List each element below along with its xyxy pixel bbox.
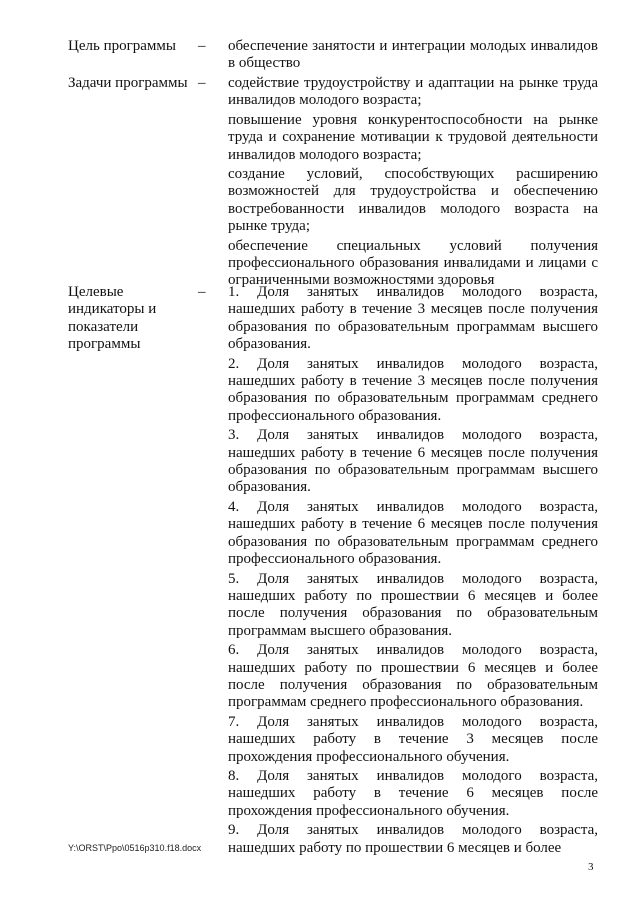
row-content bbox=[228, 75, 598, 292]
indicator-item: 6. Доля занятых инвалидов молодого возраста, нашедших работу по прошествии 6 месяцев и более после получения образования по образовательным программам среднего профессионального образования. bbox=[228, 642, 598, 711]
indicator-item: 3. Доля занятых инвалидов молодого возраста, нашедших работу в течение 6 месяцев после получения образования по образовательным программам высшего образования. bbox=[228, 427, 598, 496]
indicator-item: 2. Доля занятых инвалидов молодого возраста, нашедших работу в течение 3 месяцев после получения образования по образовательным программам среднего профессионального образования. bbox=[228, 355, 598, 424]
indicator-item: 7. Доля занятых инвалидов молодого возраста, нашедших работу в течение 3 месяцев после прохождения профессионального обучения. bbox=[228, 713, 598, 765]
row-label: Задачи программы bbox=[68, 75, 188, 91]
row-dash: – bbox=[198, 284, 206, 300]
indicator-item: 9. Доля занятых инвалидов молодого возраста, нашедших работу по прошествии 6 месяцев и более bbox=[228, 822, 598, 856]
row-content bbox=[228, 38, 598, 75]
row-dash: – bbox=[198, 38, 206, 54]
paragraph: повышение уровня конкурентоспособности на рынке труда и сохранение мотивации к трудовой деятельности инвалидов молодого возраста; bbox=[228, 111, 598, 163]
row-label: Целевые индикаторы и показатели программы bbox=[68, 284, 157, 353]
page-number: 3 bbox=[588, 861, 594, 873]
program-indicators-row bbox=[68, 284, 598, 859]
row-content bbox=[228, 284, 598, 859]
indicator-item: 1. Доля занятых инвалидов молодого возраста, нашедших работу в течение 3 месяцев после получения образования по образовательным программам высшего образования. bbox=[228, 284, 598, 353]
paragraph: создание условий, способствующих расширению возможностей для трудоустройства и обеспечению востребованности инвалидов молодого возраста на рынке труда; bbox=[228, 166, 598, 235]
indicator-item: 5. Доля занятых инвалидов молодого возраста, нашедших работу по прошествии 6 месяцев и более после получения образования по образовательным программам высшего образования. bbox=[228, 570, 598, 639]
paragraph: содействие трудоустройству и адаптации на рынке труда инвалидов молодого возраста; bbox=[228, 75, 598, 109]
program-goal-row bbox=[68, 38, 598, 75]
paragraph: обеспечение занятости и интеграции молодых инвалидов в общество bbox=[228, 38, 598, 72]
file-path-footer: Y:\ORST\Ppo\0516p310.f18.docx bbox=[68, 843, 202, 853]
paragraph: обеспечение специальных условий получения профессионального образования инвалидами и лицами с ограниченными возможностями здоровья bbox=[228, 237, 598, 289]
indicator-item: 8. Доля занятых инвалидов молодого возраста, нашедших работу в течение 6 месяцев после прохождения профессионального обучения. bbox=[228, 767, 598, 819]
row-label: Цель программы bbox=[68, 38, 176, 54]
program-tasks-row bbox=[68, 75, 598, 292]
row-dash: – bbox=[198, 75, 206, 91]
indicator-item: 4. Доля занятых инвалидов молодого возраста, нашедших работу в течение 6 месяцев после получения образования по образовательным программам среднего профессионального образования. bbox=[228, 498, 598, 568]
